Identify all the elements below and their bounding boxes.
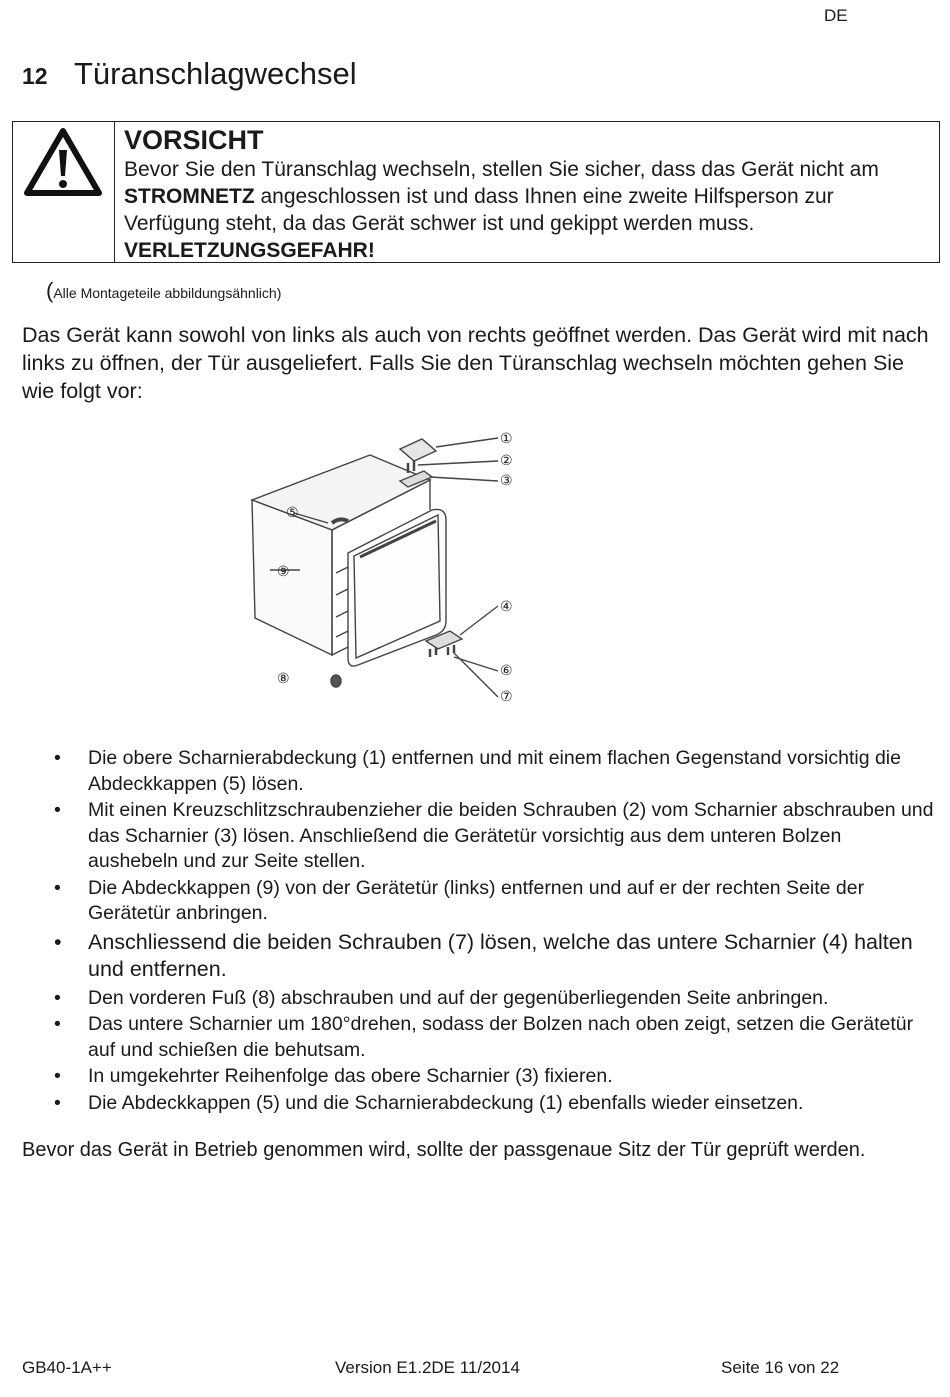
fridge-figure [240,425,540,725]
list-item [50,876,935,927]
step-text: Die obere Scharnierabdeckung (1) entfernen und mit einem flachen Gegenstand vorsichtig die Abdeckkappen (5) lösen. [88,747,901,795]
bullet: • [54,1013,61,1035]
list-item [50,986,935,1012]
warning-strong-power: STROMNETZ [124,185,255,208]
section-title: Türanschlagwechsel [74,56,357,91]
step-text: Den vorderen Fuß (8) abschrauben und auf der gegenüberliegenden Seite anbringen. [88,986,829,1009]
warning-box [12,121,940,263]
label-9: ⑨ [277,564,290,580]
bullet: • [54,986,61,1009]
bullet: • [54,747,61,769]
steps-list [50,746,935,1117]
label-7: ⑦ [500,689,513,705]
label-5: ⑤ [286,505,299,521]
step-text: Anschliessend die beiden Schrauben (7) lösen, welche das untere Scharnier (4) halten und entfernen. [88,929,913,981]
warning-text-part: angeschlossen ist und dass Ihnen eine zweite Hilfsperson zur Verfügung steht, da das Gerät schwer ist und gekippt werden muss. [124,185,834,235]
warning-strong-danger: VERLETZUNGSGEFAHR! [124,239,375,262]
label-2: ② [500,453,513,469]
label-3: ③ [500,473,513,489]
bullet: • [54,876,61,899]
footer-model: GB40-1A++ [22,1358,112,1377]
list-item [50,1064,935,1090]
step-text: Die Abdeckkappen (5) und die Scharnierabdeckung (1) ebenfalls wieder einsetzen. [88,1091,804,1114]
step-text: Die Abdeckkappen (9) von der Gerätetür (links) entfernen und auf er der rechten Seite der Gerätetür anbringen. [88,876,865,924]
intro-paragraph: Das Gerät kann sowohl von links als auch von rechts geöffnet werden. Das Gerät wird mit nach links zu öffnen, der Tür ausgeliefert. Falls Sie den Türanschlag wechseln möchten gehen Sie wie folgt vor: [22,323,929,403]
warning-icon-cell [13,122,115,262]
parts-note [46,278,281,304]
bullet: • [54,1091,61,1114]
bullet: • [54,1065,61,1087]
note-paren: ( [46,278,54,303]
warning-title: VORSICHT [124,125,264,155]
list-item [50,798,935,875]
step-text: Das untere Scharnier um 180°drehen, sodass der Bolzen nach oben zeigt, setzen die Gerätetür auf und schießen die behutsam. [88,1013,914,1061]
section-number: 12 [22,63,48,89]
language-code: DE [824,6,848,25]
label-4: ④ [500,599,513,615]
warning-text-part: Bevor Sie den Türanschlag wechseln, stellen Sie sicher, dass das Gerät nicht am [124,158,879,181]
label-1: ① [500,431,513,447]
step-text: Mit einen Kreuzschlitzschraubenzieher die beiden Schrauben (2) vom Scharnier abschrauben und das Scharnier (3) lösen. Anschließend die Gerätetür vorsichtig aus dem unteren Bolzen aushebeln und zur Seite stellen. [88,799,934,872]
list-item [50,746,935,797]
list-item [50,1012,935,1063]
warning-content [124,122,931,264]
bullet: • [54,799,61,821]
step-text: In umgekehrter Reihenfolge das obere Scharnier (3) fixieren. [88,1065,613,1087]
fridge-diagram [240,425,540,725]
list-item [50,1091,935,1117]
closing-paragraph: Bevor das Gerät in Betrieb genommen wird, sollte der passgenaue Sitz der Tür geprüft werden. [22,1139,866,1161]
warning-text [124,156,931,264]
section-heading [22,56,357,92]
label-6: ⑥ [500,663,513,679]
footer-page: Seite 16 von 22 [721,1358,840,1377]
warning-triangle-icon [23,126,103,198]
footer-version: Version E1.2DE 11/2014 [335,1358,520,1377]
list-item [50,929,935,983]
bullet: • [54,929,62,954]
label-8: ⑧ [277,671,290,687]
note-text: Alle Montageteile abbildungsähnlich) [53,285,282,301]
